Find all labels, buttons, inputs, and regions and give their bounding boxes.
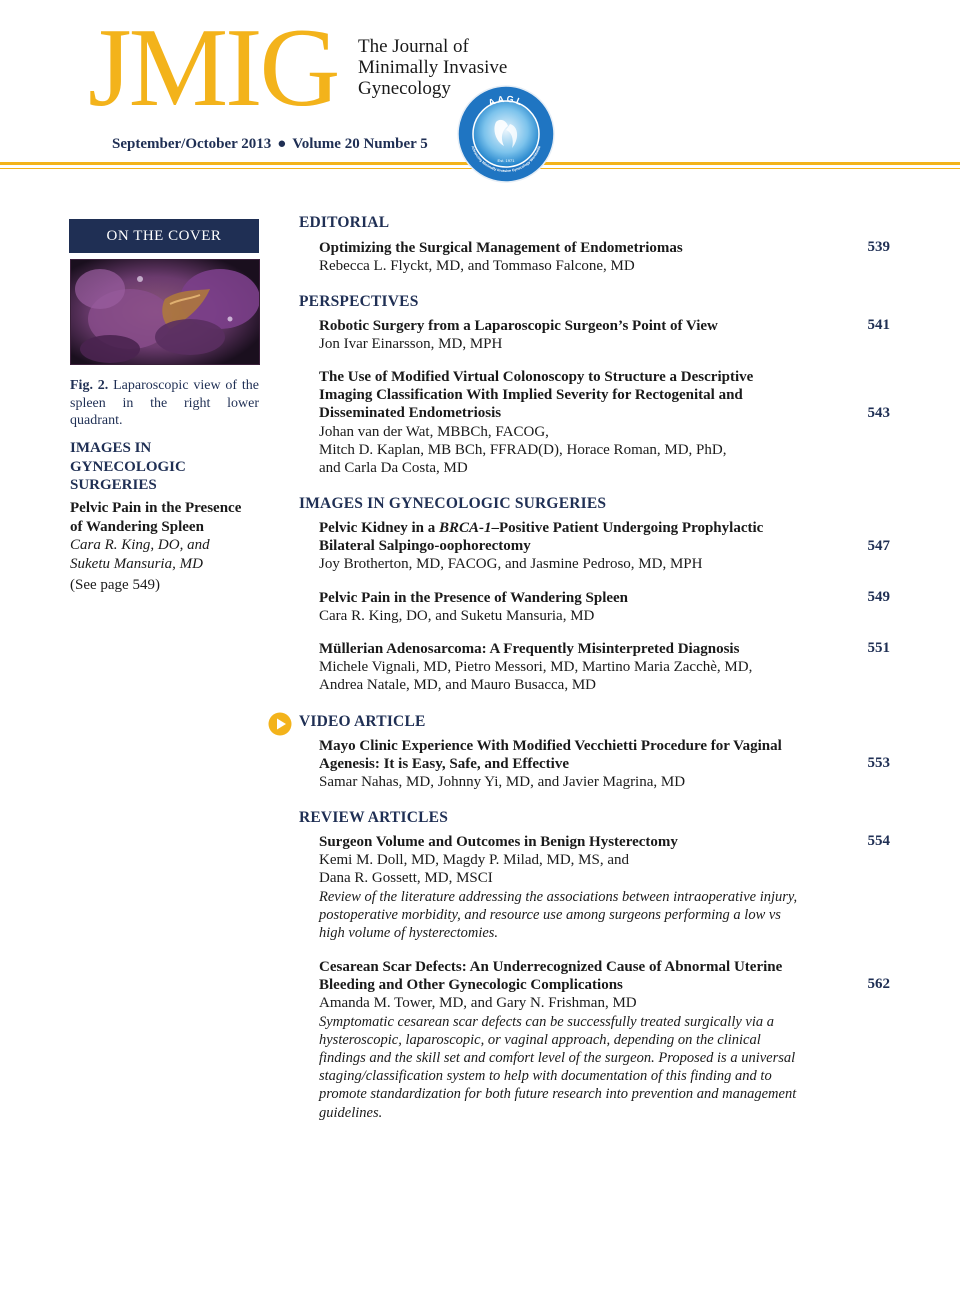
figure-caption-text: Laparoscopic view of the spleen in the right lower quadrant. bbox=[70, 378, 260, 428]
section-heading-video: VIDEO ARTICLE bbox=[299, 713, 426, 730]
bullet-icon: ● bbox=[277, 136, 287, 152]
figure-label: Fig. 2. bbox=[70, 378, 109, 393]
issue-date: September/October 2013 bbox=[112, 136, 272, 152]
section-heading-review: REVIEW ARTICLES bbox=[299, 809, 449, 826]
journal-logo: JMIG bbox=[88, 6, 338, 130]
article-authors: Cara R. King, DO, and Suketu Mansuria, MD bbox=[319, 608, 595, 625]
see-page-link[interactable]: (See page 549) bbox=[70, 577, 160, 593]
page-number[interactable]: 562 bbox=[867, 976, 890, 992]
article-authors: Jon Ivar Einarsson, MD, MPH bbox=[319, 336, 503, 353]
article-title: Surgeon Volume and Outcomes in Benign Hysterectomy bbox=[319, 834, 678, 850]
seal-text-est: Est. 1971 bbox=[497, 158, 515, 163]
page-number[interactable]: 547 bbox=[867, 538, 890, 554]
page-number[interactable]: 551 bbox=[867, 640, 890, 656]
page-number[interactable]: 539 bbox=[867, 239, 890, 255]
article-title: Pelvic Pain in the Presence of Wandering Spleen bbox=[319, 590, 629, 606]
cover-article-authors: Cara R. King, DO, and Suketu Mansuria, MD bbox=[70, 537, 210, 572]
figure-caption bbox=[70, 377, 259, 430]
page-number[interactable]: 554 bbox=[867, 833, 890, 849]
journal-name: The Journal of Minimally Invasive Gynecology bbox=[358, 36, 508, 99]
article-abstract: Review of the literature addressing the associations between intraoperative injury, postoperative morbidity, and resource use among surgeons performing a low vs high volume of hysterectomies. bbox=[319, 888, 798, 942]
cover-article-title[interactable]: Pelvic Pain in the Presence of Wandering Spleen bbox=[70, 500, 242, 535]
toc-entry[interactable] bbox=[319, 833, 819, 942]
article-title: The Use of Modified Virtual Colonoscopy to Structure a Descriptive Imaging Classification With Implied Severity for Rectogenital and Disseminated Endometriosis bbox=[319, 369, 754, 422]
cover-section-heading: IMAGES IN GYNECOLOGIC SURGERIES bbox=[70, 440, 186, 493]
issue-info bbox=[112, 136, 428, 153]
toc-entry[interactable] bbox=[319, 519, 819, 574]
on-the-cover-label: ON THE COVER bbox=[69, 219, 259, 253]
article-authors: Michele Vignali, MD, Pietro Messori, MD, Martino Maria Zacchè, MD, Andrea Natale, MD, and Mauro Busacca, MD bbox=[319, 659, 753, 694]
section-heading-perspectives: PERSPECTIVES bbox=[299, 293, 419, 310]
section-heading-editorial: EDITORIAL bbox=[299, 214, 390, 231]
article-abstract: Symptomatic cesarean scar defects can be successfully treated surgically via a hysteroscopic, laparoscopic, or vaginal approach, depending on the clinical findings and the skill set and comfort level of the surgeon. Proposed is a universal staging/classification system to help with documentation of this finding and to promote standardization for both future research into prevention and management guidelines. bbox=[319, 1013, 797, 1121]
article-authors: Joy Brotherton, MD, FACOG, and Jasmine Pedroso, MD, MPH bbox=[319, 556, 703, 573]
aagl-seal-icon bbox=[456, 84, 556, 184]
page-number[interactable]: 549 bbox=[867, 589, 890, 605]
page-number[interactable]: 553 bbox=[867, 755, 890, 771]
article-authors: Johan van der Wat, MBBCh, FACOG, Mitch D. Kaplan, MB BCh, FFRAD(D), Horace Roman, MD, PhD, and Carla Da Costa, MD bbox=[319, 423, 727, 477]
section-heading-images: IMAGES IN GYNECOLOGIC SURGERIES bbox=[299, 495, 607, 512]
toc-entry[interactable] bbox=[319, 239, 819, 275]
article-authors: Amanda M. Tower, MD, and Gary N. Frishman, MD bbox=[319, 995, 637, 1012]
toc-entry[interactable] bbox=[319, 317, 819, 353]
page-number[interactable]: 543 bbox=[867, 405, 890, 421]
article-title: Optimizing the Surgical Management of Endometriomas bbox=[319, 240, 683, 256]
toc-entry[interactable] bbox=[319, 958, 819, 1122]
article-authors: Rebecca L. Flyckt, MD, and Tommaso Falcone, MD bbox=[319, 258, 635, 275]
article-title: Pelvic Kidney in a BRCA-1–Positive Patient Undergoing Prophylactic Bilateral Salpingo-oophorectomy bbox=[319, 520, 764, 555]
article-title: Mayo Clinic Experience With Modified Vecchietti Procedure for Vaginal Agenesis: It is Easy, Safe, and Effective bbox=[319, 738, 782, 773]
toc-entry[interactable] bbox=[319, 640, 819, 695]
page-number[interactable]: 541 bbox=[867, 317, 890, 333]
cover-image bbox=[70, 259, 260, 365]
toc-entry[interactable] bbox=[319, 737, 819, 792]
article-authors: Kemi M. Doll, MD, Magdy P. Milad, MD, MS, and Dana R. Gossett, MD, MSCI bbox=[319, 852, 630, 887]
article-title: Robotic Surgery from a Laparoscopic Surgeon’s Point of View bbox=[319, 318, 718, 334]
play-icon[interactable] bbox=[268, 712, 292, 736]
toc-entry[interactable] bbox=[319, 368, 819, 477]
article-authors: Samar Nahas, MD, Johnny Yi, MD, and Javier Magrina, MD bbox=[319, 774, 686, 791]
seal-text-ring: Advancing Minimally Invasive Gynecology Worldwide bbox=[470, 145, 542, 174]
issue-volume: Volume 20 Number 5 bbox=[292, 136, 428, 152]
seal-text-top: AAGL bbox=[486, 93, 526, 108]
toc-entry[interactable] bbox=[319, 589, 819, 625]
article-title: Müllerian Adenosarcoma: A Frequently Misinterpreted Diagnosis bbox=[319, 641, 740, 657]
article-title: Cesarean Scar Defects: An Underrecognized Cause of Abnormal Uterine Bleeding and Other Gynecologic Complications bbox=[319, 959, 783, 994]
